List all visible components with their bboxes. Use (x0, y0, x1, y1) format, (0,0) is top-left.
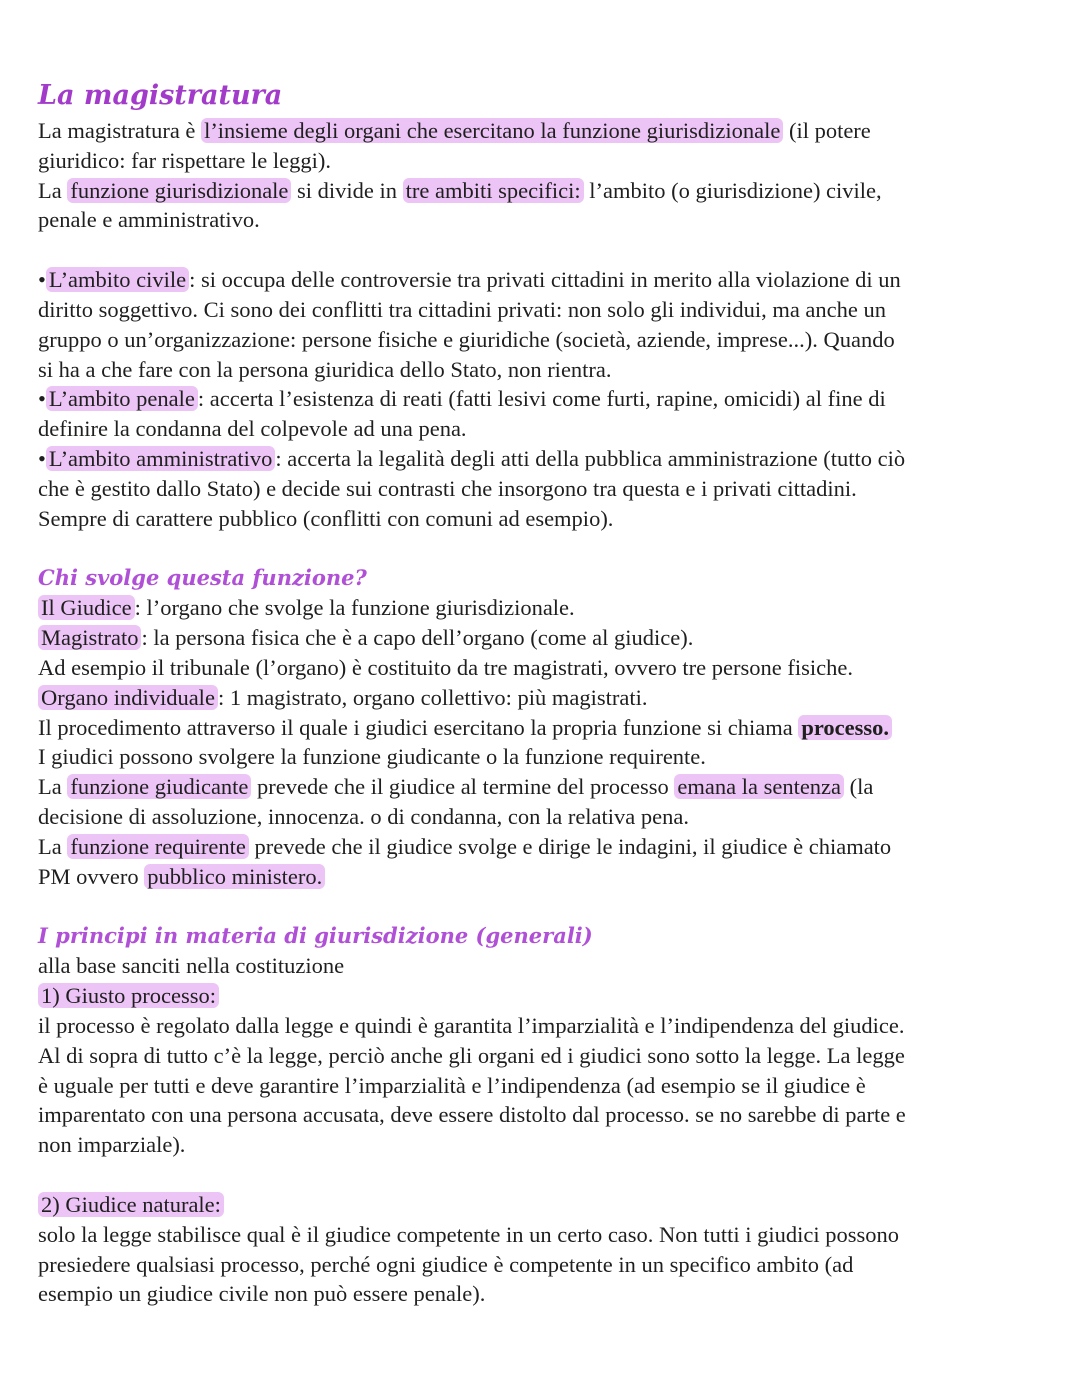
text-run: : accerta l’esistenza di reati (fatti lesivi come furti, rapine, omicidi) al fine di (197, 386, 886, 412)
text-run: La (38, 774, 68, 800)
highlight-pubblico-ministero: pubblico ministero. (144, 864, 325, 889)
text-run: : l’organo che svolge la funzione giurisdizionale. (134, 595, 575, 621)
chi-line-1 (38, 593, 1042, 623)
text-run: La magistratura è (38, 118, 202, 143)
highlight-giudice: Il Giudice (38, 595, 135, 620)
chi-line-5 (38, 713, 1042, 743)
principio-2-line-2: presiedere qualsiasi processo, perché ogni giudice è competente in un specifico ambito (ad (38, 1251, 854, 1277)
highlight-ambito-amministrativo: L’ambito amministrativo (46, 446, 276, 471)
ambito-civile-line-1 (38, 265, 1042, 295)
spacer (38, 533, 1042, 563)
text-run: : si occupa delle controversie tra privati cittadini in merito alla violazione di un (189, 267, 901, 293)
intro-line-4: penale e amministrativo. (38, 207, 260, 233)
text-run: prevede che il giudice al termine del processo (251, 774, 675, 800)
ambito-amministrativo-line-2: che è gestito dallo Stato) e decide sui contrasti che insorgono tra questa e i privati cittadini. (38, 475, 857, 501)
bullet: • (38, 267, 46, 293)
spacer (38, 235, 1042, 265)
chi-line-8: decisione di assoluzione, innocenza. o di condanna, con la relativa pena. (38, 803, 690, 829)
text-run: La (38, 177, 68, 203)
principio-1-line-4: imparentato con una persona accusata, deve essere distolto dal processo. se no sarebbe di parte e (38, 1102, 906, 1128)
page-title: La magistratura (38, 80, 283, 111)
text-run: PM ovvero (38, 863, 145, 889)
ambito-civile-line-2: diritto soggettivo. Ci sono dei conflitti tra cittadini privati: non solo gli individui, ma anche un (38, 296, 887, 322)
intro-line-1 (38, 116, 1042, 146)
section-heading-chi: Chi svolge questa funzione? (38, 565, 367, 591)
highlight-funzione-giudicante: funzione giudicante (67, 774, 251, 799)
principio-1-line-2: Al di sopra di tutto c’è la legge, perciò anche gli organi ed i giudici sono sotto la legge. La legge (38, 1042, 905, 1068)
text-run: l’ambito (o giurisdizione) civile, (583, 177, 882, 203)
text-run: : 1 magistrato, organo collettivo: più magistrati. (217, 684, 648, 710)
ambito-penale-line-1 (38, 384, 1042, 414)
ambito-penale-line-2: definire la condanna del colpevole ad una pena. (38, 416, 467, 442)
highlight-giudice-naturale: 2) Giudice naturale: (38, 1192, 224, 1217)
chi-line-4 (38, 683, 1042, 713)
chi-line-2 (38, 623, 1042, 653)
bullet: • (38, 386, 46, 412)
highlight-tre-ambiti: tre ambiti specifici: (403, 178, 584, 203)
text-run: Il procedimento attraverso il quale i giudici esercitano la propria funzione si chiama (38, 714, 799, 740)
section-heading-principi: I principi in materia di giurisdizione (generali) (38, 923, 593, 949)
text-run: (la (844, 774, 874, 800)
principio-1-title-line (38, 981, 1042, 1011)
bullet: • (38, 445, 46, 471)
highlight-ambito-penale: L’ambito penale (46, 386, 198, 411)
intro-line-2: giuridico: far rispettare le leggi). (38, 147, 332, 173)
chi-line-7 (38, 772, 1042, 802)
chi-line-6: I giudici possono svolgere la funzione giudicante o la funzione requirente. (38, 744, 706, 770)
ambito-amministrativo-line-1 (38, 444, 1042, 474)
highlight-emana-sentenza: emana la sentenza (674, 774, 844, 799)
text-run: La (38, 833, 68, 859)
principi-intro: alla base sanciti nella costituzione (38, 953, 345, 979)
text-run: prevede che il giudice svolge e dirige le indagini, il giudice è chiamato (248, 833, 892, 859)
principio-1-line-5: non imparziale). (38, 1132, 186, 1158)
highlight-funzione-requirente: funzione requirente (67, 834, 249, 859)
highlight-giusto-processo: 1) Giusto processo: (38, 983, 219, 1008)
principio-1-line-3: è uguale per tutti e deve garantire l’imparzialità e l’indipendenza (ad esempio se il giudice è (38, 1072, 866, 1098)
chi-line-3: Ad esempio il tribunale (l’organo) è costituito da tre magistrati, ovvero tre persone fisiche. (38, 654, 853, 680)
principio-2-line-3: esempio un giudice civile non può essere penale). (38, 1281, 486, 1307)
highlight-funzione: funzione giurisdizionale (67, 178, 291, 203)
highlight-ambito-civile: L’ambito civile (46, 267, 189, 292)
intro-line-3 (38, 176, 1042, 206)
text-run: : accerta la legalità degli atti della pubblica amministrazione (tutto ciò (275, 445, 906, 471)
spacer (38, 1160, 1042, 1190)
principio-1-line-1: il processo è regolato dalla legge e quindi è garantita l’imparzialità e l’indipendenza del giudice. (38, 1012, 905, 1038)
ambito-amministrativo-line-3: Sempre di carattere pubblico (conflitti con comuni ad esempio). (38, 505, 614, 531)
highlight-processo: processo. (798, 715, 892, 740)
chi-line-9 (38, 832, 1042, 862)
highlight-magistrato: Magistrato (38, 625, 141, 650)
principio-2-line-1: solo la legge stabilisce qual è il giudice competente in un certo caso. Non tutti i giudici possono (38, 1221, 900, 1247)
highlight-definition: l’insieme degli organi che esercitano la funzione giurisdizionale (201, 118, 783, 143)
highlight-organo-individuale: Organo individuale (38, 685, 218, 710)
ambito-civile-line-4: si ha a che fare con la persona giuridica dello Stato, non rientra. (38, 356, 612, 382)
text-run: (il potere (783, 118, 871, 143)
text-run: si divide in (291, 177, 403, 203)
principio-2-title-line (38, 1190, 1042, 1220)
ambito-civile-line-3: gruppo o un’organizzazione: persone fisiche e giuridiche (società, aziende, imprese...). Quando (38, 326, 895, 352)
text-run: : la persona fisica che è a capo dell’organo (come al giudice). (141, 625, 694, 651)
document-page (38, 78, 1042, 1309)
spacer (38, 891, 1042, 921)
chi-line-10 (38, 862, 1042, 892)
